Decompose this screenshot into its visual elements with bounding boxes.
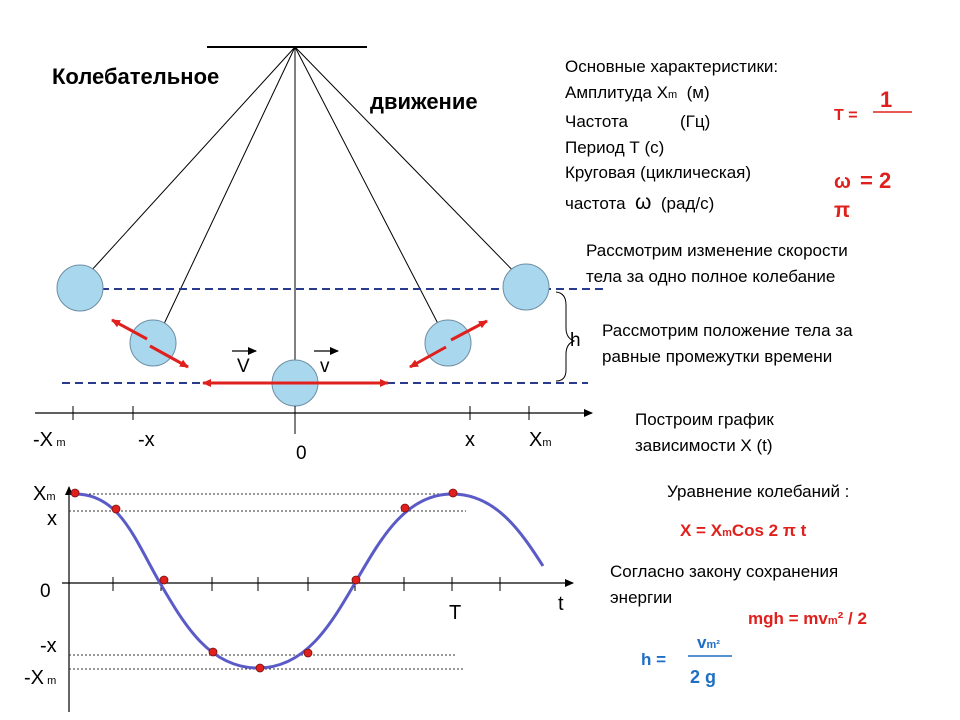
graph-label-t: t	[558, 593, 564, 615]
note-graph-1: Построим график	[635, 410, 774, 429]
graph-label-neg-x: -x	[40, 635, 57, 657]
energy-formula: mgh = mvm² / 2	[748, 609, 867, 628]
frequency-unit: (Гц)	[680, 112, 711, 131]
axis-label-neg-Xm: -X m	[33, 429, 66, 451]
h-formula-denominator: 2 g	[690, 667, 717, 687]
equation-heading: Уравнение колебаний :	[667, 482, 850, 501]
label-h: h	[570, 330, 581, 351]
ball-left-mid	[130, 320, 176, 366]
pendulum-balls	[57, 264, 549, 406]
axis-label-Xm: Xm	[529, 429, 552, 451]
formula-omega-eq: = 2	[860, 168, 892, 193]
ball-right-extreme	[503, 264, 549, 310]
label-V: V	[237, 356, 250, 377]
h-formula-numerator: vm²	[697, 633, 720, 652]
label-v: v	[320, 356, 330, 377]
formula-T-lhs: T =	[834, 107, 858, 124]
note-speed-2: тела за одно полное колебание	[586, 267, 836, 286]
period-line: Период Т (с)	[565, 138, 665, 157]
characteristics-heading: Основные характеристики:	[565, 57, 779, 76]
energy-text-1: Согласно закону сохранения	[610, 562, 839, 581]
axis-label-x: x	[465, 429, 475, 451]
graph-reference-lines	[69, 494, 466, 669]
title-line-2: движение	[370, 89, 478, 114]
energy-text-2: энергии	[610, 588, 673, 607]
formula-omega-pi: π	[834, 199, 851, 222]
axis-label-neg-x: -x	[138, 429, 155, 451]
circular-line-1: Круговая (циклическая)	[565, 163, 752, 182]
note-position-2: равные промежутки времени	[602, 347, 833, 366]
note-speed-1: Рассмотрим изменение скорости	[586, 241, 848, 260]
frequency-label: Частота	[565, 112, 629, 131]
ball-left-extreme	[57, 265, 103, 311]
cosine-curve	[75, 494, 543, 668]
graph-label-T: T	[449, 602, 462, 624]
equation-formula: X = XmCos 2 π t	[680, 521, 807, 540]
note-position-1: Рассмотрим положение тела за	[602, 321, 853, 340]
graph-t-ticks	[113, 577, 500, 591]
graph-label-Xm: Xm	[33, 483, 56, 505]
h-formula-lhs: h =	[641, 650, 667, 669]
formula-T-numerator: 1	[880, 87, 893, 112]
title-line-1: Колебательное	[52, 64, 220, 89]
circular-line-2: частота ω (рад/с)	[565, 191, 715, 214]
graph-label-x: x	[47, 508, 57, 530]
formula-omega-symbol: ω	[834, 171, 851, 193]
graph-label-zero: 0	[40, 581, 51, 602]
amplitude-line: Амплитуда Xm (м)	[565, 83, 710, 102]
ball-right-mid	[425, 320, 471, 366]
note-graph-2: зависимости X (t)	[635, 436, 773, 455]
graph-label-neg-Xm: -X m	[24, 667, 57, 689]
axis-label-zero: 0	[296, 443, 307, 464]
